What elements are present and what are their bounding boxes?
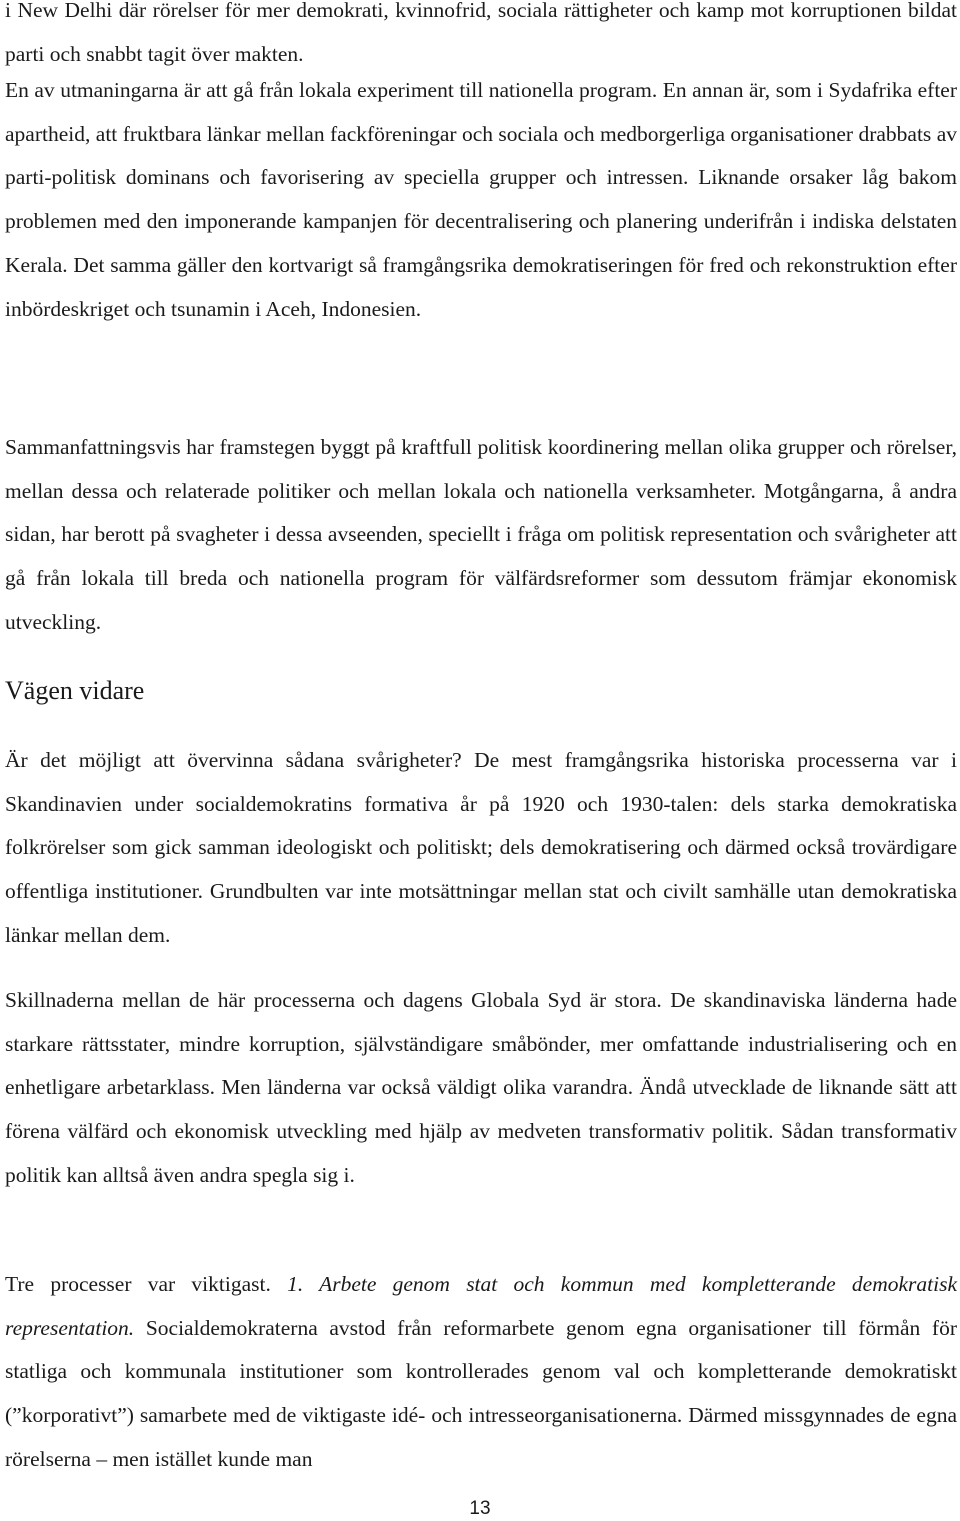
paragraph-differences: Skillnaderna mellan de här processerna och dagens Globala Syd är stora. De skandinaviska länderna hade starkare rättsstater, mindre korruption, självständigare småbönder, mer omfattande industrialisering och en enhetligare arbetarklass. Men länderna var också väldigt olika varandra. Ändå utvecklade de liknande sätt att förena välfärd och ekonomisk utveckling med hjälp av medveten transformativ politik. Sådan transformativ politik kan alltså även andra spegla sig i.: [5, 988, 957, 1187]
paragraph-challenges: En av utmaningarna är att gå från lokala experiment till nationella program. En annan är, som i Sydafrika efter apartheid, att fruktbara länkar mellan fackföreningar och sociala och medborgerliga organisationer drabbats av parti-politisk dominans och favorisering av speciella grupper och intressen. Liknande orsaker låg bakom problemen med den imponerande kampanjen för decentralisering och planering underifrån i indiska delstaten Kerala. Det samma gäller den kortvarigt så framgångsrika demokratiseringen för fred och rekonstruktion efter inbördeskriget och tsunamin i Aceh, Indonesien.: [5, 78, 957, 321]
paragraph-continuation: i New Delhi där rörelser för mer demokrati, kvinnofrid, sociala rättigheter och kamp mot korruptionen bildat parti och snabbt tagit över makten.: [5, 0, 957, 66]
paragraph-intro-text: Tre processer var viktigast.: [5, 1272, 288, 1296]
paragraph-three-processes: [5, 1263, 957, 1482]
paragraph-summary: Sammanfattningsvis har framstegen byggt på kraftfull politisk koordinering mellan olika grupper och rörelser, mellan dessa och relaterade politiker och mellan lokala och nationella verksamheter. Motgångarna, å andra sidan, har berott på svagheter i dessa avseenden, speciellt i fråga om politisk representation och svårigheter att gå från lokala till breda och nationella program för välfärdsreformer som dessutom främjar ekonomisk utveckling.: [5, 435, 957, 634]
paragraph-question: Är det möjligt att övervinna sådana svårigheter? De mest framgångsrika historiska processerna var i Skandinavien under socialdemokratins formativa år på 1920 och 1930-talen: dels starka demokratiska folkrörelser som gick samman ideologiskt och politiskt; dels demokratisering och därmed också trovärdigare offentliga institutioner. Grundbulten var inte motsättningar mellan stat och civilt samhälle utan demokratiska länkar mellan dem.: [5, 748, 957, 947]
page-number: 13: [469, 1498, 491, 1519]
italic-process-title: 1. Arbete genom stat och kommun med kompletterande demokratisk representation.: [5, 1272, 957, 1340]
section-heading: Vägen vidare: [5, 676, 145, 705]
paragraph-rest-text: Socialdemokraterna avstod från reformarbete genom egna organisationer till förmån för statliga och kommunala institutioner som kontrollerades genom val och kompletterande demokratiskt (”korporativt”) samarbete med de viktigaste idé- och intresseorganisationerna. Därmed missgynnades de egna rörelserna – men istället kunde man: [5, 1315, 957, 1471]
